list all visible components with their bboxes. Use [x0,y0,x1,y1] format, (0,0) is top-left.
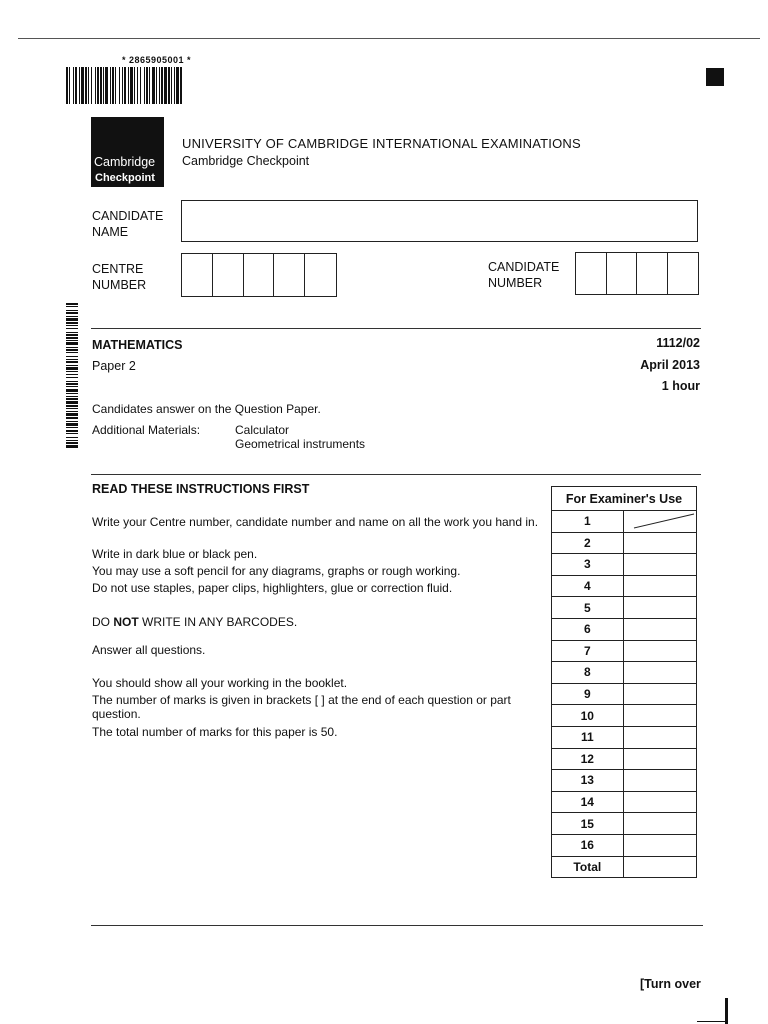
marks-cell[interactable] [623,813,696,835]
paper-code: 1112/02 [656,336,700,350]
centre-number-field[interactable] [181,253,337,297]
question-number-cell: 4 [552,575,624,597]
divider [91,925,703,926]
page-top-edge-line [18,38,760,39]
digit-box[interactable] [607,253,638,294]
examiner-table-row [552,705,697,727]
question-number-cell: 15 [552,813,624,835]
marks-cell[interactable] [623,748,696,770]
examiner-table-row [552,597,697,619]
university-title: UNIVERSITY OF CAMBRIDGE INTERNATIONAL EXAMINATIONS [182,136,581,151]
examiner-table-row [552,511,697,533]
instructions-heading: READ THESE INSTRUCTIONS FIRST [92,482,310,496]
paper-number: Paper 2 [92,359,136,373]
instruction-line: Write your Centre number, candidate number and name on all the work you hand in. [92,515,539,529]
marks-cell[interactable] [623,683,696,705]
candidate-name-label: CANDIDATE NAME [92,209,164,239]
examiner-table-row [552,662,697,684]
examiner-table-header: For Examiner's Use [552,487,697,511]
question-number-cell: 5 [552,597,624,619]
examiner-table-row [552,791,697,813]
turn-over-note: [Turn over [640,977,701,991]
question-number-cell: 11 [552,726,624,748]
question-number-cell: 2 [552,532,624,554]
divider [91,474,701,475]
marks-cell[interactable] [623,532,696,554]
marks-cell[interactable] [623,575,696,597]
question-number-cell: 13 [552,770,624,792]
subject-title: MATHEMATICS [92,338,183,352]
instruction-line: Do not use staples, paper clips, highlighters, glue or correction fluid. [92,581,453,595]
examiner-table-row [552,748,697,770]
examiner-table-row [552,726,697,748]
instruction-line: You may use a soft pencil for any diagrams, graphs or rough working. [92,564,461,578]
examiner-table-row [552,532,697,554]
logo-line-2: Checkpoint [95,172,155,184]
question-number-cell: 16 [552,834,624,856]
examiner-table-row [552,683,697,705]
answer-note: Candidates answer on the Question Paper. [92,402,321,416]
examiner-table-row [552,640,697,662]
registration-mark [706,68,724,86]
logo-line-1: Cambridge [94,155,156,169]
question-number-cell: 10 [552,705,624,727]
material-item: Geometrical instruments [235,437,366,451]
marks-cell[interactable] [623,597,696,619]
digit-box[interactable] [305,254,336,296]
exam-date: April 2013 [640,358,700,372]
question-number-cell: 1 [552,511,624,533]
programme-name: Cambridge Checkpoint [182,154,310,168]
question-number-cell: 14 [552,791,624,813]
digit-box[interactable] [182,254,213,296]
registration-mark [697,1021,728,1022]
barcode-number: * 2865905001 * [122,55,192,65]
examiner-table-row [552,770,697,792]
top-barcode [66,67,280,104]
examiner-table-row [552,554,697,576]
barcode-bar [180,67,182,104]
marks-cell[interactable] [623,834,696,856]
material-item: Calculator [235,423,290,437]
question-number-cell: 12 [552,748,624,770]
marks-cell[interactable] [623,618,696,640]
materials-label: Additional Materials: [92,423,201,437]
digit-box[interactable] [213,254,244,296]
examiner-table-row [552,618,697,640]
examiner-table-row [552,813,697,835]
question-number-cell: 8 [552,662,624,684]
examiner-table-row [552,834,697,856]
marks-cell[interactable] [623,770,696,792]
question-number-cell: 3 [552,554,624,576]
instruction-line: The number of marks is given in brackets [ ] at the end of each question or part question. [92,693,511,721]
digit-box[interactable] [274,254,305,296]
barcode-bar [66,445,78,448]
side-barcode [66,303,78,448]
question-number-cell: Total [552,856,624,878]
exam-duration: 1 hour [661,379,700,393]
marks-cell[interactable] [623,856,696,878]
digit-box[interactable] [244,254,275,296]
candidate-number-label: CANDIDATE NUMBER [488,260,560,290]
marks-cell[interactable] [623,640,696,662]
examiner-table-row [552,575,697,597]
cambridge-checkpoint-logo [91,117,164,187]
marks-cell[interactable] [623,554,696,576]
centre-number-label: CENTRE NUMBER [92,262,147,292]
instruction-line: You should show all your working in the booklet. [92,676,348,690]
diagonal-stroke [624,511,698,532]
digit-box[interactable] [637,253,668,294]
divider [91,328,701,329]
question-number-cell: 9 [552,683,624,705]
instruction-line: Answer all questions. [92,643,206,657]
marks-cell[interactable] [623,791,696,813]
question-number-cell: 7 [552,640,624,662]
digit-box[interactable] [668,253,698,294]
question-number-cell: 6 [552,618,624,640]
instruction-line: Write in dark blue or black pen. [92,547,258,561]
candidate-name-field[interactable] [181,200,698,242]
examiner-table-row [552,856,697,878]
marks-cell[interactable] [623,705,696,727]
marks-cell[interactable] [623,511,696,533]
marks-cell[interactable] [623,662,696,684]
candidate-number-field[interactable] [575,252,699,295]
marks-cell[interactable] [623,726,696,748]
examiner-use-table [551,486,697,878]
instruction-line: The total number of marks for this paper is 50. [92,725,338,739]
barcode-warning: DO NOT WRITE IN ANY BARCODES. [92,615,298,629]
digit-box[interactable] [576,253,607,294]
